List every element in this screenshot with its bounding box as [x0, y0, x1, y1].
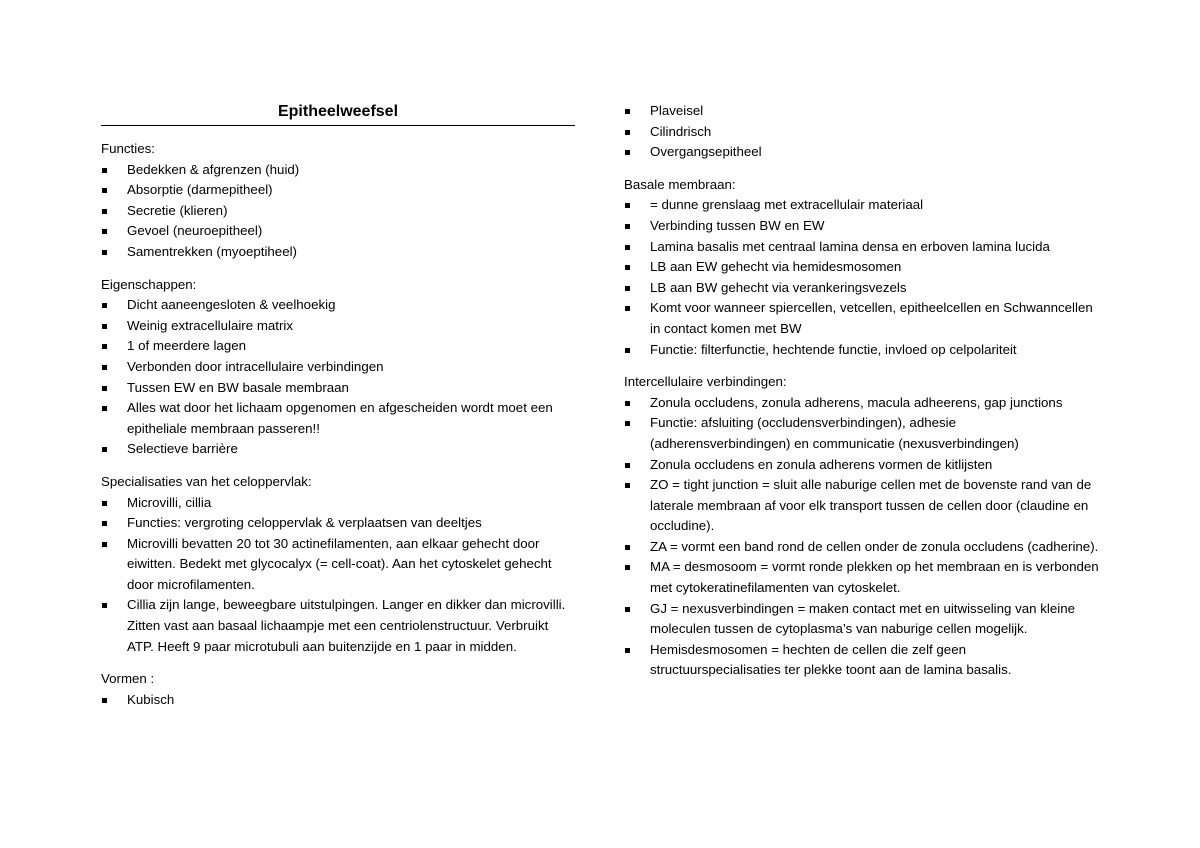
- list-item-text: Gevoel (neuroepitheel): [127, 223, 263, 239]
- bullet-list: [624, 195, 1100, 360]
- list-item: [624, 101, 1100, 122]
- list-item-text: Overgangsepitheel: [650, 144, 762, 160]
- list-item: [624, 557, 1100, 598]
- list-item: [101, 180, 575, 201]
- square-bullet-icon: [102, 324, 107, 329]
- square-bullet-icon: [102, 188, 107, 193]
- list-item: [101, 201, 575, 222]
- list-item-text: GJ = nexusverbindingen = maken contact met en uitwisseling van kleine moleculen tussen de cytoplasma’s van naburige cellen mogelijk.: [650, 600, 1076, 637]
- list-item: [624, 216, 1100, 237]
- square-bullet-icon: [102, 386, 107, 391]
- list-item-text: ZA = vormt een band rond de cellen onder de zonula occludens (cadherine).: [650, 538, 1099, 554]
- section-gap: [101, 460, 575, 472]
- list-item-text: Secretie (klieren): [127, 202, 228, 218]
- section-heading: Functies:: [101, 141, 155, 156]
- square-bullet-icon: [625, 130, 630, 135]
- square-bullet-icon: [102, 250, 107, 255]
- square-bullet-icon: [102, 501, 107, 506]
- square-bullet-icon: [625, 648, 630, 653]
- bullet-list: [101, 493, 575, 658]
- section-heading: Vormen :: [101, 671, 155, 687]
- list-item: [624, 257, 1100, 278]
- section-vormen-continued: [624, 101, 1100, 163]
- section-heading: Intercellulaire verbindingen:: [624, 374, 787, 390]
- list-item: [624, 195, 1100, 216]
- list-item: [624, 455, 1100, 476]
- list-item-text: Cillia zijn lange, beweegbare uitstulpingen. Langer en dikker dan microvilli. Zitten vast aan basaal lichaampje met een centriolenstructuur. Verbruikt ATP. Heeft 9 paar microtubuli aan buitenzijde en 1 paar in midden.: [127, 597, 566, 654]
- square-bullet-icon: [102, 303, 107, 308]
- right-column: [624, 101, 1100, 681]
- square-bullet-icon: [625, 306, 630, 311]
- list-item: [101, 493, 575, 514]
- right-content: [624, 101, 1100, 681]
- section-gap: [101, 657, 575, 669]
- bullet-list: [101, 160, 575, 263]
- list-item-text: MA = desmosoom = vormt ronde plekken op het membraan en is verbonden met cytokeratinefilamenten van cytoskelet.: [650, 559, 1099, 596]
- square-bullet-icon: [102, 168, 107, 173]
- section-eigenschappen: [101, 275, 575, 460]
- square-bullet-icon: [625, 565, 630, 570]
- list-item: [624, 142, 1100, 163]
- list-item-text: Samentrekken (myoeptiheel): [127, 243, 297, 259]
- section-vormen: [101, 669, 575, 710]
- square-bullet-icon: [625, 286, 630, 291]
- section-basale-membraan: [624, 175, 1100, 360]
- square-bullet-icon: [102, 603, 107, 608]
- section-gap: [624, 360, 1100, 372]
- square-bullet-icon: [102, 542, 107, 547]
- left-column: [101, 100, 575, 710]
- list-item: [101, 336, 575, 357]
- section-gap: [624, 163, 1100, 175]
- list-item-text: ZO = tight junction = sluit alle naburige cellen met de bovenste rand van de laterale membraan af voor elk transport tussen de cellen door (claudine en occludine).: [650, 477, 1092, 534]
- square-bullet-icon: [102, 344, 107, 349]
- list-item-text: Weinig extracellulaire matrix: [127, 317, 294, 333]
- list-item: [624, 393, 1100, 414]
- list-item: [624, 413, 1100, 454]
- square-bullet-icon: [625, 245, 630, 250]
- section-functies: [101, 139, 575, 263]
- list-item: [624, 278, 1100, 299]
- page-title: Epitheelweefsel: [101, 100, 575, 126]
- section-heading: Eigenschappen:: [101, 276, 197, 292]
- list-item: [101, 595, 575, 657]
- square-bullet-icon: [625, 109, 630, 114]
- square-bullet-icon: [625, 545, 630, 550]
- list-item: [101, 378, 575, 399]
- square-bullet-icon: [102, 229, 107, 234]
- list-item: [101, 534, 575, 596]
- bullet-list: [101, 690, 575, 711]
- square-bullet-icon: [625, 203, 630, 208]
- left-content: [101, 139, 575, 710]
- list-item: [624, 340, 1100, 361]
- square-bullet-icon: [625, 607, 630, 612]
- list-item-text: Lamina basalis met centraal lamina densa en erboven lamina lucida: [650, 238, 1050, 254]
- list-item-text: Absorptie (darmepitheel): [127, 182, 273, 198]
- list-item: [624, 475, 1100, 537]
- list-item-text: = dunne grenslaag met extracellulair materiaal: [650, 197, 924, 213]
- list-item-text: Functie: afsluiting (occludensverbindingen), adhesie (adherensverbindingen) en communicatie (nexusverbindingen): [650, 415, 1019, 451]
- square-bullet-icon: [102, 406, 107, 411]
- square-bullet-icon: [102, 698, 107, 703]
- list-item: [624, 640, 1100, 681]
- square-bullet-icon: [625, 150, 630, 155]
- list-item: [624, 237, 1100, 258]
- list-item-text: Dicht aaneengesloten & veelhoekig: [127, 297, 336, 313]
- square-bullet-icon: [625, 401, 630, 406]
- list-item-text: Cilindrisch: [650, 123, 712, 139]
- list-item-text: Zonula occludens, zonula adherens, macula adheerens, gap junctions: [650, 394, 1063, 410]
- list-item: [101, 160, 575, 181]
- list-item-text: Functies: vergroting celoppervlak & verplaatsen van deeltjes: [127, 515, 482, 531]
- bullet-list: [101, 295, 575, 460]
- list-item: [101, 357, 575, 378]
- list-item-text: Tussen EW en BW basale membraan: [127, 379, 349, 395]
- list-item: [624, 599, 1100, 640]
- list-item: [624, 122, 1100, 143]
- square-bullet-icon: [625, 348, 630, 353]
- square-bullet-icon: [102, 447, 107, 452]
- list-item-text: Microvilli bevatten 20 tot 30 actinefilamenten, aan elkaar gehecht door eiwitten. Bedekt met glycocalyx (= cell-coat). Aan het cytoskelet gehecht door microfilamenten.: [127, 535, 552, 592]
- square-bullet-icon: [625, 463, 630, 468]
- square-bullet-icon: [625, 265, 630, 270]
- list-item: [101, 316, 575, 337]
- section-intercellulaire-verbindingen: [624, 372, 1100, 681]
- list-item-text: Zonula occludens en zonula adherens vormen de kitlijsten: [650, 456, 993, 472]
- list-item-text: Functie: filterfunctie, hechtende functie, invloed op celpolariteit: [650, 341, 1017, 357]
- list-item: [101, 690, 575, 711]
- list-item-text: Verbonden door intracellulaire verbindingen: [127, 358, 384, 374]
- section-heading: Basale membraan:: [624, 176, 736, 192]
- list-item: [101, 242, 575, 263]
- square-bullet-icon: [625, 483, 630, 488]
- list-item: [101, 398, 575, 439]
- list-item-text: Verbinding tussen BW en EW: [650, 217, 825, 233]
- square-bullet-icon: [625, 421, 630, 426]
- list-item: [624, 537, 1100, 558]
- section-gap: [101, 263, 575, 275]
- section-specialisaties-van-het-celoppervlak: [101, 472, 575, 657]
- list-item-text: Bedekken & afgrenzen (huid): [127, 161, 300, 177]
- square-bullet-icon: [102, 521, 107, 526]
- bullet-list: [624, 101, 1100, 163]
- list-item-text: Kubisch: [127, 691, 175, 707]
- list-item: [101, 295, 575, 316]
- list-item-text: Alles wat door het lichaam opgenomen en afgescheiden wordt moet een epitheliale membraan passeren!!: [127, 400, 553, 436]
- bullet-list: [624, 393, 1100, 681]
- section-heading: Specialisaties van het celoppervlak:: [101, 473, 312, 489]
- list-item-text: LB aan EW gehecht via hemidesmosomen: [650, 259, 902, 275]
- list-item-text: 1 of meerdere lagen: [127, 338, 247, 354]
- list-item-text: Hemisdesmosomen = hechten de cellen die zelf geen structuurspecialisaties ter plekke toont aan de lamina basalis.: [650, 641, 1012, 678]
- square-bullet-icon: [102, 365, 107, 370]
- list-item-text: Komt voor wanneer spiercellen, vetcellen, epitheelcellen en Schwanncellen in contact komen met BW: [650, 300, 1093, 336]
- list-item-text: Microvilli, cillia: [127, 494, 212, 510]
- list-item: [101, 513, 575, 534]
- list-item: [624, 298, 1100, 339]
- list-item: [101, 439, 575, 460]
- list-item: [101, 221, 575, 242]
- list-item-text: LB aan BW gehecht via verankeringsvezels: [650, 279, 907, 295]
- square-bullet-icon: [102, 209, 107, 214]
- square-bullet-icon: [625, 224, 630, 229]
- list-item-text: Plaveisel: [650, 103, 704, 118]
- list-item-text: Selectieve barrière: [127, 441, 238, 457]
